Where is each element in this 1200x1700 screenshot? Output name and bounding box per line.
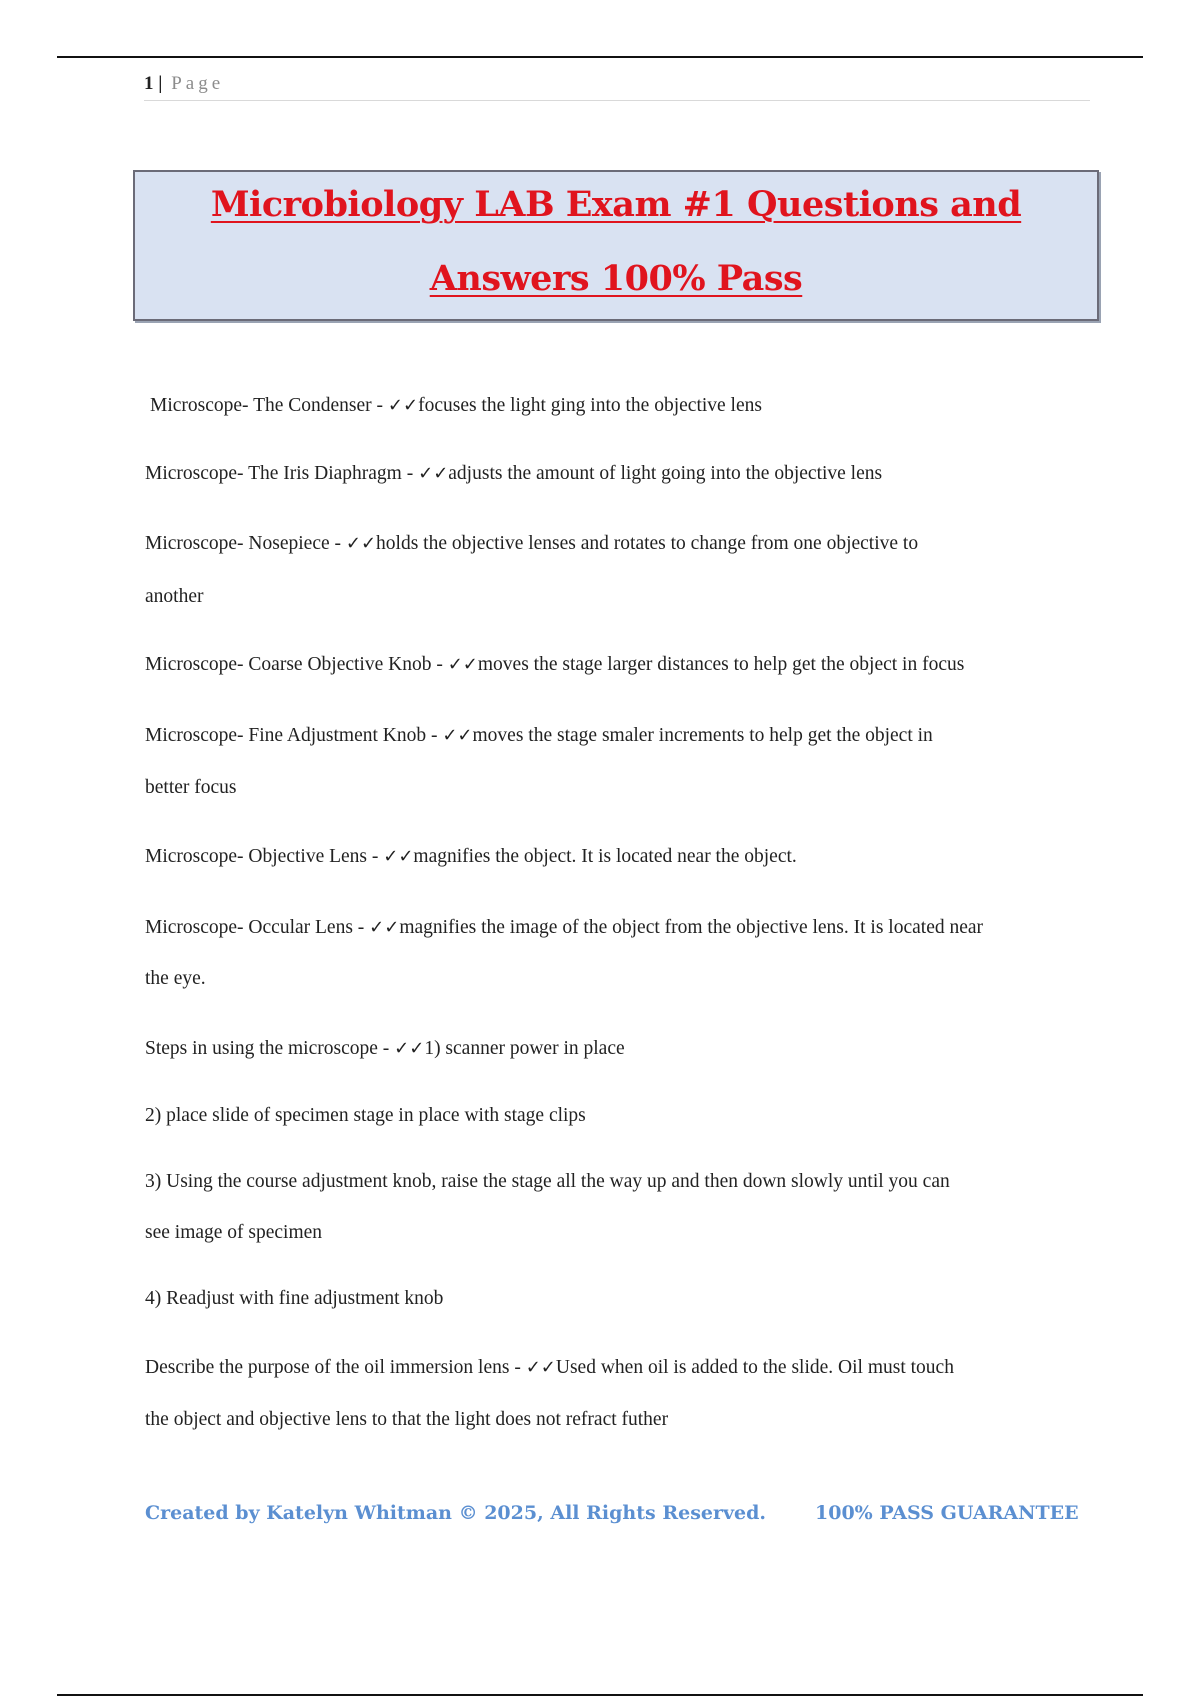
bottom-rule bbox=[57, 1694, 1143, 1696]
check-icon: ✓✓ bbox=[418, 463, 449, 484]
qa-entry-fine-knob-cont: better focus bbox=[145, 777, 237, 798]
qa-entry-objective-lens: Microscope- Objective Lens - ✓✓magnifies the object. It is located near the object. bbox=[145, 846, 797, 867]
check-icon: ✓✓ bbox=[525, 1357, 556, 1378]
qa-entry-occular-lens-cont: the eye. bbox=[145, 968, 206, 989]
qa-entry-step-4: 4) Readjust with fine adjustment knob bbox=[145, 1288, 444, 1309]
page-number: 1 bbox=[144, 73, 154, 94]
check-icon: ✓✓ bbox=[387, 395, 419, 416]
qa-entry-nosepiece-cont: another bbox=[145, 586, 204, 607]
qa-entry-condenser: Microscope- The Condenser - ✓✓focuses the light ging into the objective lens bbox=[150, 395, 762, 416]
qa-entry-step-3-cont: see image of specimen bbox=[145, 1222, 323, 1243]
page-separator: | bbox=[158, 73, 163, 94]
qa-entry-coarse-knob: Microscope- Coarse Objective Knob - ✓✓moves the stage larger distances to help get the object in focus bbox=[145, 654, 965, 675]
check-icon: ✓✓ bbox=[383, 846, 414, 867]
check-icon: ✓✓ bbox=[394, 1038, 425, 1059]
qa-entry-step-2: 2) place slide of specimen stage in place with stage clips bbox=[145, 1105, 586, 1126]
qa-entry-step-3: 3) Using the course adjustment knob, raise the stage all the way up and then down slowly until you can bbox=[145, 1171, 950, 1192]
qa-entry-steps: Steps in using the microscope - ✓✓1) scanner power in place bbox=[145, 1038, 625, 1059]
footer-copyright: Created by Katelyn Whitman © 2025, All Rights Reserved. bbox=[145, 1502, 767, 1524]
qa-entry-fine-knob: Microscope- Fine Adjustment Knob - ✓✓moves the stage smaler increments to help get the object in bbox=[145, 725, 933, 746]
title-line-2: Answers 100% Pass bbox=[429, 258, 803, 299]
qa-entry-oil-immersion-cont: the object and objective lens to that the light does not refract futher bbox=[145, 1409, 669, 1430]
top-rule bbox=[57, 56, 1143, 58]
check-icon: ✓✓ bbox=[369, 917, 400, 938]
check-icon: ✓✓ bbox=[345, 533, 377, 554]
qa-entry-oil-immersion: Describe the purpose of the oil immersion lens - ✓✓Used when oil is added to the slide. Oil must touch bbox=[145, 1357, 954, 1378]
footer-guarantee: 100% PASS GUARANTEE bbox=[815, 1502, 1079, 1524]
check-icon: ✓✓ bbox=[442, 725, 473, 746]
page-word: Page bbox=[171, 73, 225, 94]
qa-entry-occular-lens: Microscope- Occular Lens - ✓✓magnifies the image of the object from the objective lens. It is located near bbox=[145, 917, 984, 938]
qa-entry-nosepiece: Microscope- Nosepiece - ✓✓holds the objective lenses and rotates to change from one objective to bbox=[145, 533, 919, 554]
page-header bbox=[144, 70, 1090, 101]
title-line-1: Microbiology LAB Exam #1 Questions and bbox=[210, 184, 1022, 225]
qa-entry-iris-diaphragm: Microscope- The Iris Diaphragm - ✓✓adjusts the amount of light going into the objective lens bbox=[145, 463, 883, 484]
title-box bbox=[133, 170, 1099, 321]
check-icon: ✓✓ bbox=[447, 654, 478, 675]
